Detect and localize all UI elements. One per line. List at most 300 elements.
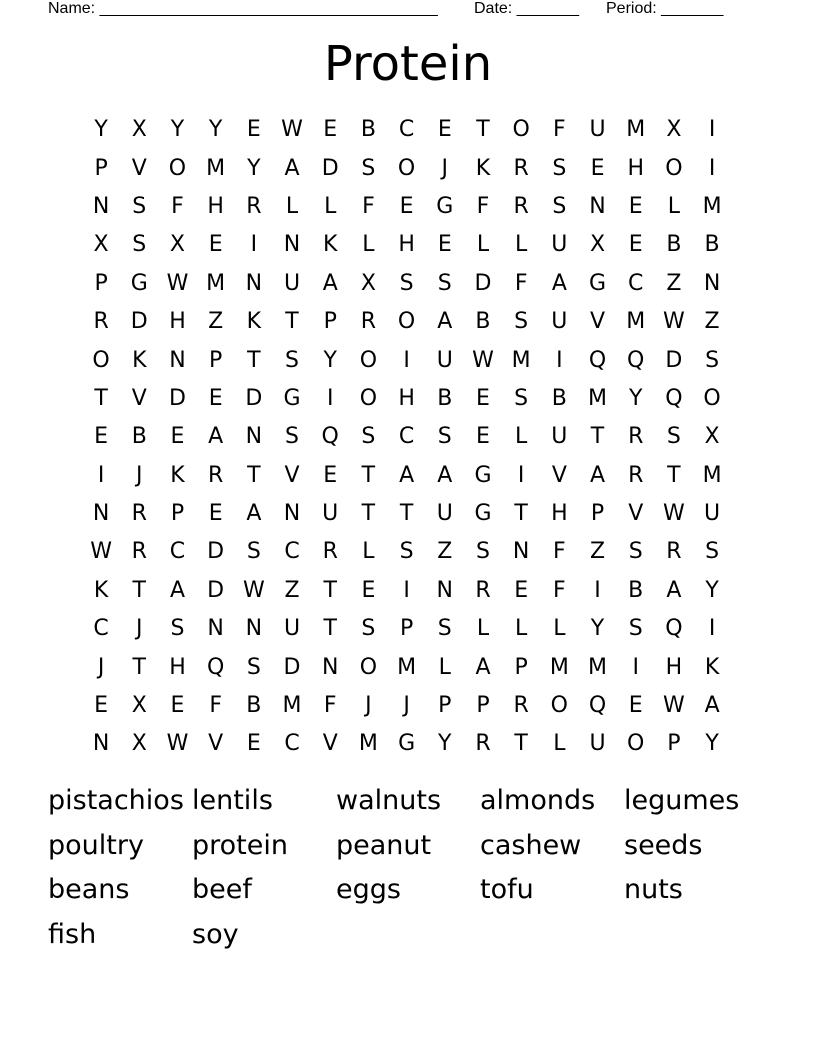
grid-letter: U	[589, 117, 606, 143]
student-info-header	[48, 0, 748, 20]
grid-letter: L	[476, 232, 490, 258]
grid-letter: W	[663, 693, 685, 719]
grid-letter: M	[511, 347, 531, 373]
grid-letter: G	[398, 731, 416, 757]
grid-letter: T	[361, 462, 376, 488]
grid-letter: E	[208, 232, 223, 258]
grid-letter: W	[472, 347, 494, 373]
word-bank-item: pistachios	[48, 785, 184, 817]
grid-letter: R	[628, 462, 644, 488]
grid-letter: S	[170, 616, 185, 642]
grid-letter: I	[250, 232, 258, 258]
grid-letter: B	[704, 232, 720, 258]
grid-letter: O	[627, 731, 645, 757]
grid-letter: S	[628, 616, 643, 642]
grid-letter: H	[665, 654, 683, 680]
grid-letter: V	[628, 501, 644, 527]
grid-letter: T	[285, 309, 299, 335]
grid-letter: D	[207, 539, 225, 565]
grid-letter: S	[361, 424, 376, 450]
grid-letter: T	[323, 577, 337, 603]
grid-letter: S	[552, 155, 567, 181]
grid-letter: S	[285, 424, 300, 450]
word-bank-row	[48, 779, 768, 824]
grid-letter: O	[168, 155, 187, 181]
grid-letter: E	[323, 117, 338, 143]
word-bank	[48, 779, 768, 957]
grid-row	[82, 341, 731, 379]
grid-letter: D	[283, 654, 301, 680]
word-bank-item: protein	[192, 829, 288, 861]
grid-letter: L	[362, 232, 375, 258]
grid-letter: S	[628, 539, 643, 565]
grid-letter: I	[517, 462, 525, 488]
grid-letter: G	[589, 270, 607, 296]
grid-letter: A	[437, 462, 453, 488]
grid-letter: R	[360, 309, 377, 335]
grid-letter: K	[246, 309, 262, 335]
grid-letter: Q	[665, 616, 683, 642]
word-bank-item: eggs	[336, 874, 401, 906]
grid-letter: R	[246, 193, 262, 219]
grid-letter: I	[403, 577, 410, 603]
grid-letter: Z	[284, 577, 300, 603]
grid-letter: L	[515, 232, 528, 258]
grid-letter: Z	[589, 539, 606, 565]
grid-letter: V	[322, 731, 338, 757]
grid-letter: H	[169, 654, 186, 680]
grid-row	[82, 380, 731, 418]
grid-letter: P	[667, 731, 681, 757]
grid-letter: E	[628, 193, 643, 219]
grid-letter: D	[245, 385, 263, 411]
grid-letter: M	[206, 155, 226, 181]
grid-letter: U	[551, 232, 568, 258]
grid-letter: Q	[206, 654, 225, 680]
grid-letter: X	[704, 424, 720, 450]
grid-letter: W	[663, 309, 685, 335]
grid-letter: N	[92, 193, 110, 219]
grid-letter: E	[94, 424, 109, 450]
grid-letter: G	[283, 385, 301, 411]
grid-letter: K	[704, 654, 720, 680]
grid-letter: Y	[323, 347, 337, 373]
grid-letter: U	[436, 347, 453, 373]
grid-letter: T	[514, 501, 528, 527]
grid-letter: E	[94, 693, 109, 719]
grid-letter: Z	[437, 539, 453, 565]
word-bank-item: cashew	[480, 829, 582, 861]
grid-letter: E	[170, 693, 185, 719]
grid-letter: I	[708, 616, 716, 642]
grid-letter: H	[398, 232, 415, 258]
letter-grid	[82, 111, 731, 764]
word-bank-item: beef	[192, 874, 252, 906]
grid-letter: N	[283, 232, 301, 258]
grid-letter: I	[326, 385, 334, 411]
grid-letter: A	[437, 309, 453, 335]
grid-row	[82, 533, 731, 571]
grid-letter: L	[515, 616, 528, 642]
grid-letter: R	[666, 539, 682, 565]
grid-letter: A	[399, 462, 415, 488]
word-bank-item: poultry	[48, 829, 144, 861]
grid-letter: E	[628, 232, 643, 258]
grid-letter: S	[475, 539, 490, 565]
word-bank-item: walnuts	[336, 785, 442, 817]
grid-letter: E	[323, 462, 338, 488]
grid-row	[82, 149, 731, 187]
grid-letter: S	[399, 270, 414, 296]
grid-letter: Y	[247, 155, 261, 181]
grid-letter: F	[514, 270, 528, 296]
grid-letter: D	[168, 385, 186, 411]
grid-letter: S	[132, 193, 147, 219]
grid-letter: O	[359, 347, 378, 373]
grid-row	[82, 610, 731, 648]
grid-letter: R	[131, 501, 147, 527]
grid-letter: U	[283, 616, 301, 642]
grid-letter: W	[242, 577, 265, 603]
grid-letter: P	[590, 501, 605, 527]
grid-letter: E	[246, 731, 261, 757]
grid-letter: A	[666, 577, 682, 603]
grid-letter: X	[169, 232, 185, 258]
grid-letter: A	[322, 270, 338, 296]
grid-letter: J	[441, 155, 449, 181]
grid-letter: A	[475, 654, 491, 680]
grid-letter: B	[246, 693, 262, 719]
word-bank-item: nuts	[624, 874, 683, 906]
grid-letter: A	[704, 693, 720, 719]
grid-letter: R	[208, 462, 224, 488]
grid-letter: Q	[588, 347, 607, 373]
grid-letter: O	[703, 385, 721, 411]
grid-letter: E	[208, 501, 223, 527]
grid-letter: A	[551, 270, 567, 296]
grid-letter: Y	[438, 731, 452, 757]
grid-letter: J	[136, 462, 143, 488]
grid-letter: P	[438, 693, 452, 719]
grid-letter: C	[628, 270, 644, 296]
grid-letter: U	[322, 501, 339, 527]
grid-letter: B	[551, 385, 567, 411]
grid-letter: E	[399, 193, 414, 219]
grid-letter: Q	[627, 347, 645, 373]
grid-letter: S	[437, 424, 452, 450]
grid-letter: S	[705, 347, 720, 373]
grid-letter: G	[130, 270, 148, 296]
grid-letter: X	[131, 117, 147, 143]
grid-letter: R	[475, 731, 491, 757]
grid-letter: R	[513, 193, 529, 219]
grid-letter: S	[361, 155, 376, 181]
grid-letter: D	[321, 155, 339, 181]
grid-letter: H	[207, 193, 224, 219]
grid-letter: A	[208, 424, 224, 450]
grid-letter: R	[513, 693, 529, 719]
grid-letter: T	[514, 731, 528, 757]
grid-row	[82, 418, 731, 456]
grid-row	[82, 648, 731, 686]
grid-letter: E	[170, 424, 185, 450]
grid-letter: D	[207, 577, 225, 603]
grid-row	[82, 457, 731, 495]
grid-letter: Y	[705, 731, 719, 757]
grid-letter: C	[398, 117, 415, 143]
grid-letter: U	[589, 731, 606, 757]
grid-letter: N	[245, 424, 263, 450]
grid-letter: M	[626, 309, 646, 335]
grid-letter: P	[323, 309, 337, 335]
grid-letter: Z	[666, 270, 682, 296]
grid-letter: V	[590, 309, 606, 335]
grid-letter: L	[667, 193, 681, 219]
grid-letter: M	[206, 270, 226, 296]
grid-letter: U	[704, 501, 721, 527]
grid-letter: M	[588, 385, 608, 411]
grid-letter: E	[437, 232, 452, 258]
grid-letter: I	[97, 462, 105, 488]
grid-letter: C	[93, 616, 109, 642]
grid-letter: K	[323, 232, 338, 258]
grid-letter: M	[702, 462, 722, 488]
grid-letter: Y	[705, 577, 719, 603]
grid-letter: J	[403, 693, 410, 719]
grid-letter: N	[92, 501, 110, 527]
grid-letter: N	[321, 654, 339, 680]
grid-letter: V	[131, 155, 147, 181]
grid-letter: C	[398, 424, 415, 450]
grid-letter: L	[324, 193, 337, 219]
grid-letter: S	[705, 539, 720, 565]
grid-letter: K	[93, 577, 109, 603]
grid-letter: B	[666, 232, 682, 258]
grid-letter: E	[476, 385, 490, 411]
grid-letter: T	[667, 462, 681, 488]
period-field: Period: _______	[606, 0, 724, 17]
grid-letter: N	[436, 577, 454, 603]
grid-letter: J	[136, 616, 143, 642]
grid-letter: U	[551, 424, 568, 450]
grid-letter: H	[551, 501, 568, 527]
grid-letter: Y	[590, 616, 605, 642]
grid-letter: S	[437, 270, 452, 296]
grid-letter: L	[438, 654, 451, 680]
grid-letter: X	[360, 270, 376, 296]
grid-letter: E	[590, 155, 605, 181]
grid-letter: N	[207, 616, 224, 642]
grid-row	[82, 725, 731, 763]
grid-letter: S	[437, 616, 452, 642]
grid-letter: I	[556, 347, 563, 373]
grid-letter: T	[132, 654, 146, 680]
word-bank-row	[48, 913, 768, 958]
grid-letter: C	[284, 539, 300, 565]
grid-letter: K	[132, 347, 147, 373]
grid-letter: O	[359, 385, 378, 411]
grid-letter: L	[362, 539, 375, 565]
grid-letter: K	[475, 155, 491, 181]
grid-letter: M	[358, 731, 378, 757]
grid-letter: A	[284, 155, 300, 181]
word-bank-row	[48, 824, 768, 869]
grid-letter: Q	[665, 385, 683, 411]
grid-letter: F	[553, 539, 566, 565]
grid-letter: S	[285, 347, 300, 373]
grid-letter: Z	[208, 309, 224, 335]
grid-letter: X	[131, 693, 147, 719]
grid-letter: D	[665, 347, 683, 373]
grid-letter: T	[476, 117, 490, 143]
grid-letter: V	[208, 731, 224, 757]
grid-letter: G	[474, 462, 492, 488]
grid-row	[82, 687, 731, 725]
grid-letter: S	[552, 193, 567, 219]
grid-letter: K	[170, 462, 185, 488]
grid-letter: T	[590, 424, 605, 450]
word-bank-item: tofu	[480, 874, 534, 906]
grid-letter: J	[97, 654, 105, 680]
grid-letter: S	[361, 616, 376, 642]
grid-letter: W	[166, 731, 189, 757]
grid-letter: L	[553, 616, 566, 642]
grid-letter: N	[169, 347, 186, 373]
grid-row	[82, 303, 731, 341]
grid-letter: I	[594, 577, 601, 603]
grid-letter: W	[90, 539, 112, 565]
word-bank-item: soy	[192, 919, 239, 951]
grid-letter: C	[169, 539, 186, 565]
grid-letter: V	[551, 462, 567, 488]
grid-letter: N	[589, 193, 606, 219]
grid-letter: L	[515, 424, 528, 450]
grid-letter: M	[397, 654, 417, 680]
grid-letter: H	[398, 385, 415, 411]
grid-letter: E	[628, 693, 643, 719]
grid-letter: N	[245, 270, 263, 296]
grid-letter: T	[399, 501, 414, 527]
page-title: Protein	[323, 36, 493, 92]
grid-letter: P	[94, 270, 108, 296]
grid-letter: M	[549, 654, 569, 680]
grid-row	[82, 572, 731, 610]
grid-row	[82, 226, 731, 264]
grid-letter: L	[285, 193, 299, 219]
grid-letter: I	[403, 347, 410, 373]
grid-letter: O	[359, 654, 378, 680]
word-bank-item: seeds	[624, 829, 703, 861]
grid-letter: V	[284, 462, 300, 488]
grid-letter: S	[514, 385, 529, 411]
grid-letter: U	[436, 501, 453, 527]
date-field: Date: _______	[474, 0, 579, 17]
grid-letter: R	[513, 155, 529, 181]
grid-letter: A	[169, 577, 185, 603]
grid-letter: F	[362, 193, 375, 219]
grid-letter: F	[209, 693, 222, 719]
word-bank-row	[48, 868, 768, 913]
grid-letter: S	[399, 539, 414, 565]
grid-letter: G	[436, 193, 454, 219]
grid-letter: F	[171, 193, 184, 219]
grid-letter: Z	[704, 309, 720, 335]
grid-letter: Y	[170, 117, 185, 143]
grid-letter: N	[283, 501, 301, 527]
grid-letter: X	[666, 117, 682, 143]
grid-letter: M	[282, 693, 302, 719]
grid-row	[82, 188, 731, 226]
grid-letter: X	[93, 232, 109, 258]
grid-letter: A	[246, 501, 262, 527]
grid-letter: R	[628, 424, 644, 450]
grid-letter: W	[663, 501, 685, 527]
word-bank-item: almonds	[480, 785, 596, 817]
grid-row	[82, 495, 731, 533]
grid-letter: N	[245, 616, 263, 642]
grid-letter: B	[131, 424, 147, 450]
word-bank-item: fish	[48, 919, 97, 951]
word-bank-item: beans	[48, 874, 130, 906]
grid-letter: Q	[588, 693, 607, 719]
grid-letter: E	[437, 117, 452, 143]
grid-row	[82, 265, 731, 303]
grid-letter: U	[283, 270, 301, 296]
grid-letter: B	[628, 577, 644, 603]
grid-letter: P	[209, 347, 223, 373]
grid-letter: P	[399, 616, 414, 642]
grid-letter: W	[281, 117, 303, 143]
grid-letter: T	[247, 462, 261, 488]
grid-letter: P	[170, 501, 185, 527]
grid-letter: Y	[94, 117, 108, 143]
grid-letter: D	[474, 270, 492, 296]
grid-letter: H	[169, 309, 186, 335]
grid-letter: E	[246, 117, 261, 143]
grid-letter: R	[93, 309, 109, 335]
grid-letter: O	[550, 693, 568, 719]
grid-letter: P	[514, 654, 528, 680]
grid-letter: Y	[628, 385, 643, 411]
grid-letter: A	[590, 462, 606, 488]
grid-letter: O	[512, 117, 530, 143]
grid-letter: F	[553, 577, 566, 603]
grid-letter: I	[632, 654, 639, 680]
grid-letter: S	[514, 309, 529, 335]
grid-letter: U	[551, 309, 568, 335]
grid-letter: B	[475, 309, 491, 335]
grid-letter: N	[92, 731, 110, 757]
grid-letter: S	[246, 539, 261, 565]
grid-letter: D	[130, 309, 148, 335]
grid-letter: O	[665, 155, 683, 181]
grid-letter: P	[94, 155, 108, 181]
grid-letter: O	[92, 347, 110, 373]
grid-letter: E	[361, 577, 376, 603]
name-field: Name: ______________________________________	[48, 0, 438, 17]
grid-letter: O	[397, 309, 416, 335]
grid-letter: R	[475, 577, 491, 603]
grid-letter: M	[702, 193, 722, 219]
grid-letter: B	[360, 117, 376, 143]
word-bank-item: peanut	[336, 829, 432, 861]
grid-letter: E	[208, 385, 223, 411]
grid-letter: M	[588, 654, 608, 680]
grid-letter: O	[397, 155, 416, 181]
grid-letter: H	[627, 155, 644, 181]
grid-letter: E	[476, 424, 490, 450]
grid-letter: C	[284, 731, 300, 757]
